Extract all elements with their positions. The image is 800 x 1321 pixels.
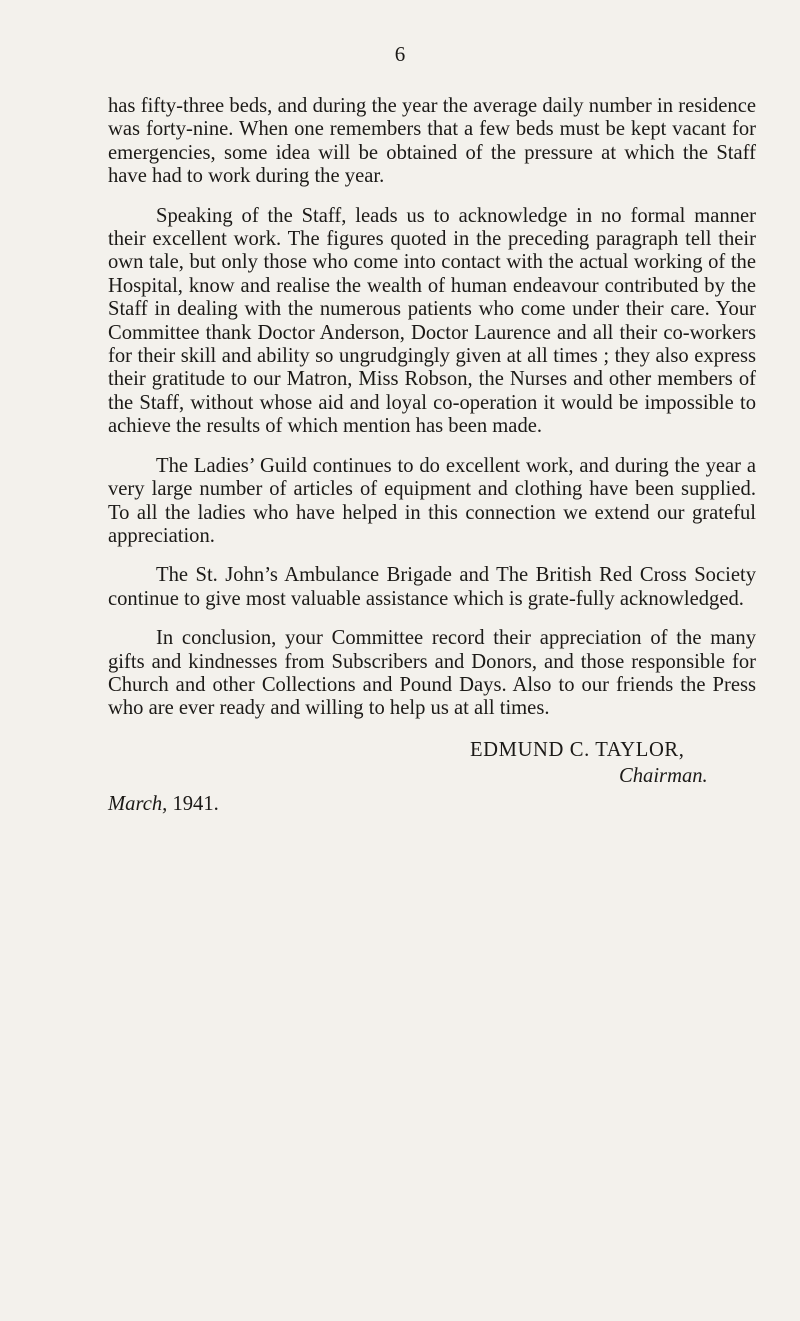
date-month: March, bbox=[108, 793, 168, 815]
paragraph-ambulance-red-cross: The St. John’s Ambulance Brigade and The British Red Cross Society continue to give most valuable assistance which is grate-fully acknowledged. bbox=[108, 564, 756, 610]
page-number: 6 bbox=[394, 42, 406, 66]
date-year: 1941. bbox=[172, 793, 219, 815]
paragraph-beds: has fifty-three beds, and during the year the average daily number in residence was forty-nine. When one remembers that a few beds must be kept vacant for emergencies, some idea will be obtained of the pressure at which the Staff have had to work during the year. bbox=[108, 95, 756, 188]
paragraph-ladies-guild: The Ladies’ Guild continues to do excellent work, and during the year a very large number of articles of equipment and clothing have been supplied. To all the ladies who have helped in this connection we extend our grateful appreciation. bbox=[108, 454, 756, 547]
paragraph-staff: Speaking of the Staff, leads us to acknowledge in no formal manner their excellent work. The figures quoted in the preceding paragraph tell their own tale, but only those who come into contact with the actual working of the Hospital, know and realise the wealth of human endeavour contributed by the Staff in dealing with the numerous patients who come under their care. Your Committee thank Doctor Anderson, Doctor Laurence and all their co-workers for their skill and ability so ungrudgingly given at all times ; they also express their gratitude to our Matron, Miss Robson, the Nurses and other members of the Staff, without whose aid and loyal co-operation it would be impossible to achieve the results of which mention has been made. bbox=[108, 204, 756, 438]
date-line bbox=[108, 792, 219, 816]
paragraph-conclusion: In conclusion, your Committee record their appreciation of the many gifts and kindnesses from Subscribers and Donors, and those responsible for Church and other Collections and Pound Days. Also to our friends the Press who are ever ready and willing to help us at all times. bbox=[108, 627, 756, 720]
signatory-title: Chairman. bbox=[619, 765, 708, 787]
body-text bbox=[108, 95, 756, 737]
signatory-name: EDMUND C. TAYLOR, bbox=[470, 739, 685, 761]
